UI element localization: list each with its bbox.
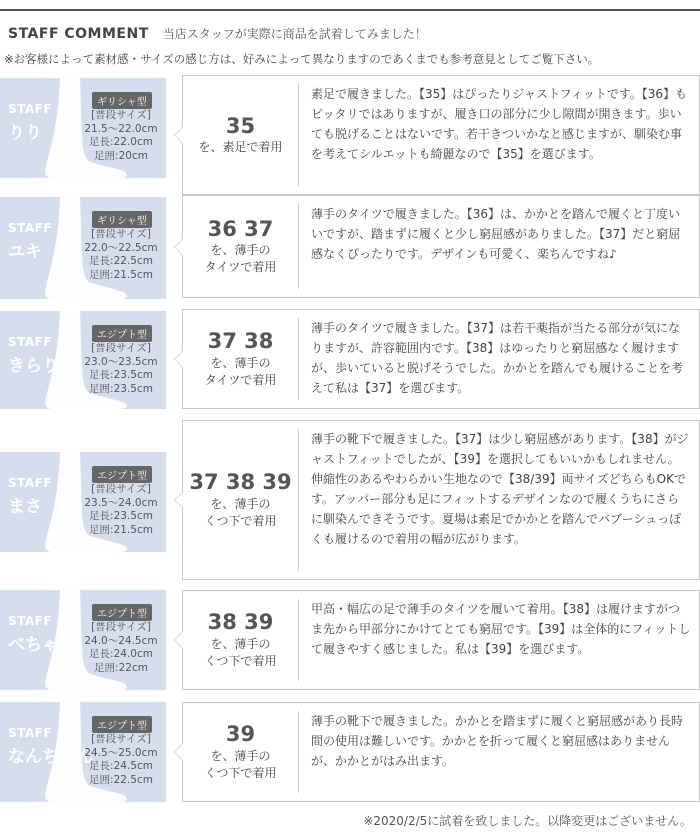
staff-row: [0, 309, 700, 409]
staff-comment-text: 薄手のタイツで履きました。【36】は、かかとを踏んで履くと丁度いいですが、踏まずに履くと少し窮屈感がありました。【37】だと窮屈感なくぴったりです。デザインも可愛く、楽ちんですね♪: [311, 207, 681, 261]
staff-card: [0, 311, 166, 409]
divider: [298, 711, 299, 793]
foot-width: 足囲:23.5cm: [89, 382, 153, 395]
staff-comment-text: 素足で履きました。【35】はぴったりジャストフィットです。【36】もピッタリではありますが、履き口の部分に少し隙間が開きます。歩いても脱げることはないです。若干きついかなと感じますが、馴染む事を考えてシルエットも綺麗なので【35】を選びます。: [311, 87, 688, 161]
section-header: [8, 25, 427, 42]
wearing-condition: [205, 242, 277, 276]
foot-width: 足囲:21.5cm: [89, 268, 153, 281]
staff-row: [0, 75, 700, 195]
usual-size: 22.0〜22.5cm: [84, 241, 158, 254]
comment-box: [182, 75, 700, 195]
staff-row: [0, 702, 700, 802]
foot-length: 足長:24.0cm: [89, 648, 153, 660]
staff-name: ユキ: [8, 242, 42, 262]
tried-size-block: [183, 421, 298, 579]
usual-size-title: [普段サイズ]: [91, 483, 151, 495]
staff-name: なんちゃん: [8, 747, 93, 767]
wearing-condition: [204, 636, 276, 670]
foot-type-badge: エジプト型: [92, 604, 152, 621]
foot-length: 足長:22.0cm: [89, 136, 153, 148]
wearing-condition: [205, 355, 277, 389]
staff-comment-text: 薄手のタイツで履きました。【37】は若干薬指が当たる部分が気になりますが、許容範囲内です。【38】はゆったりと窮屈感なく履けますが、歩いていると脱げそうでした。かかとを踏んでも履けることを考えて私は【37】を選びます。: [311, 321, 684, 395]
staff-card: [0, 197, 166, 299]
usual-size-title: [普段サイズ]: [91, 621, 151, 633]
staff-label: STAFF: [8, 221, 53, 235]
size-wearing-note: を、薄手の: [210, 748, 271, 763]
usual-size-info: [79, 109, 163, 163]
staff-label: STAFF: [8, 614, 53, 628]
foot-width: 足囲:20cm: [94, 149, 148, 162]
section-title: STAFF COMMENT: [8, 26, 149, 42]
size-wearing-note: を、薄手の: [210, 355, 271, 370]
size-wearing-note: を、薄手の: [210, 243, 271, 258]
foot-type-badge: エジプト型: [92, 466, 152, 483]
disclaimer-note: ※お客様によって素材感・サイズの感じ方は、好みによって異なりますのであくまでも参考意見としてご覧下さい。: [4, 52, 600, 66]
staff-card: [0, 702, 166, 802]
usual-size: 24.0〜24.5cm: [84, 634, 158, 647]
foot-type-badge: ギリシャ型: [92, 92, 152, 109]
tried-size: 39: [225, 722, 256, 747]
usual-size-info: [79, 621, 163, 675]
usual-size-info: [79, 733, 163, 787]
foot-length: 足長:23.5cm: [89, 510, 153, 522]
staff-label: STAFF: [8, 476, 53, 490]
tried-size: 38 39: [207, 610, 274, 635]
foot-length: 足長:22.5cm: [89, 255, 153, 267]
comment-box: [182, 309, 700, 409]
comment-box: [182, 702, 700, 802]
wearing-condition: [198, 139, 282, 156]
foot-type-badge: エジプト型: [92, 325, 152, 342]
size-wearing-note: くつ下で着用: [204, 653, 277, 668]
staff-label: STAFF: [8, 726, 53, 740]
foot-length: 足長:23.5cm: [89, 369, 153, 381]
section-subtitle: 当店スタッフが実際に商品を試着してみました！: [162, 27, 427, 41]
staff-label: STAFF: [8, 335, 53, 349]
staff-row: [0, 420, 700, 580]
staff-name: りり: [8, 123, 42, 143]
tried-size: 35: [225, 113, 256, 138]
tried-size: 36 37: [207, 216, 274, 241]
usual-size-title: [普段サイズ]: [91, 733, 151, 745]
tried-size-block: [183, 703, 298, 801]
size-wearing-note: を、薄手の: [210, 496, 271, 511]
usual-size-info: [79, 228, 163, 282]
staff-row: [0, 195, 700, 298]
foot-length: 足長:24.5cm: [89, 760, 153, 772]
comment-box: [182, 195, 700, 298]
staff-card: [0, 78, 166, 178]
staff-name: まさ: [8, 497, 42, 517]
usual-size-info: [79, 342, 163, 396]
foot-width: 足囲:22.5cm: [89, 773, 153, 786]
tried-size-block: [183, 591, 298, 689]
foot-width: 足囲:22cm: [94, 661, 148, 674]
tried-size: 37 38 39: [189, 470, 292, 495]
staff-comment-text: 薄手の靴下で履きました。【37】は少し窮屈感があります。【38】がジャストフィットでしたが、【39】を選択してもいいかもしれません。伸縮性のあるやわらかい生地なので【38/39】両サイズどちらもOKです。アッパー部分も足にフィットするデザインなので履くうちにさらに馴染んできそうです。夏場は素足でかかとを踏んでバブーシュっぽくも履けるので着用の幅が広がります。: [311, 432, 689, 546]
divider: [298, 429, 299, 571]
tried-size: 37 38: [207, 329, 274, 354]
divider: [298, 204, 299, 289]
usual-size-title: [普段サイズ]: [91, 228, 151, 240]
foot-type-badge: エジプト型: [92, 716, 152, 733]
usual-size: 21.5〜22.0cm: [84, 122, 158, 135]
foot-type-badge: ギリシャ型: [92, 211, 152, 228]
tried-size-block: [183, 196, 298, 297]
staff-comment-text: 甲高・幅広の足で薄手のタイツを履いて着用。【38】は履けますがつま先から甲部分にかけてとても窮屈です。【39】は全体的にフィットして履きやすく感じました。私は【39】を選びます。: [311, 602, 691, 656]
divider: [298, 84, 299, 186]
wearing-condition: [204, 748, 276, 782]
size-wearing-note: を、素足で着用: [198, 140, 283, 155]
size-wearing-note: タイツで着用: [204, 372, 277, 387]
size-wearing-note: を、薄手の: [210, 636, 271, 651]
comment-box: [182, 420, 700, 580]
usual-size-title: [普段サイズ]: [91, 109, 151, 121]
staff-label: STAFF: [8, 102, 53, 116]
usual-size: 23.5〜24.0cm: [84, 496, 158, 509]
divider: [298, 599, 299, 681]
wearing-condition: [204, 496, 276, 530]
usual-size: 24.5〜25.0cm: [84, 746, 158, 759]
tried-size-block: [183, 310, 298, 408]
staff-name: きらり: [8, 356, 59, 376]
foot-width: 足囲:21.5cm: [89, 523, 153, 536]
staff-card: [0, 590, 166, 690]
comment-box: [182, 590, 700, 690]
footer-note: ※2020/2/5に試着を致しました。以降変更はございません。: [363, 814, 692, 828]
size-wearing-note: くつ下で着用: [204, 513, 277, 528]
tried-size-block: [183, 76, 298, 194]
usual-size-title: [普段サイズ]: [91, 342, 151, 354]
staff-row: [0, 590, 700, 690]
size-wearing-note: タイツで着用: [204, 260, 277, 275]
divider: [298, 318, 299, 400]
staff-name: べちゃん: [8, 635, 76, 655]
size-wearing-note: くつ下で着用: [204, 765, 277, 780]
usual-size: 23.0〜23.5cm: [84, 355, 158, 368]
top-rule: [0, 9, 700, 11]
usual-size-info: [79, 483, 163, 537]
staff-comment-text: 薄手の靴下で履きました。かかとを踏まずに履くと窮屈感があり長時間の使用は難しいです。かかとを折って履くと窮屈感はありませんが、かかとがはみ出ます。: [311, 714, 684, 768]
staff-card: [0, 452, 166, 552]
